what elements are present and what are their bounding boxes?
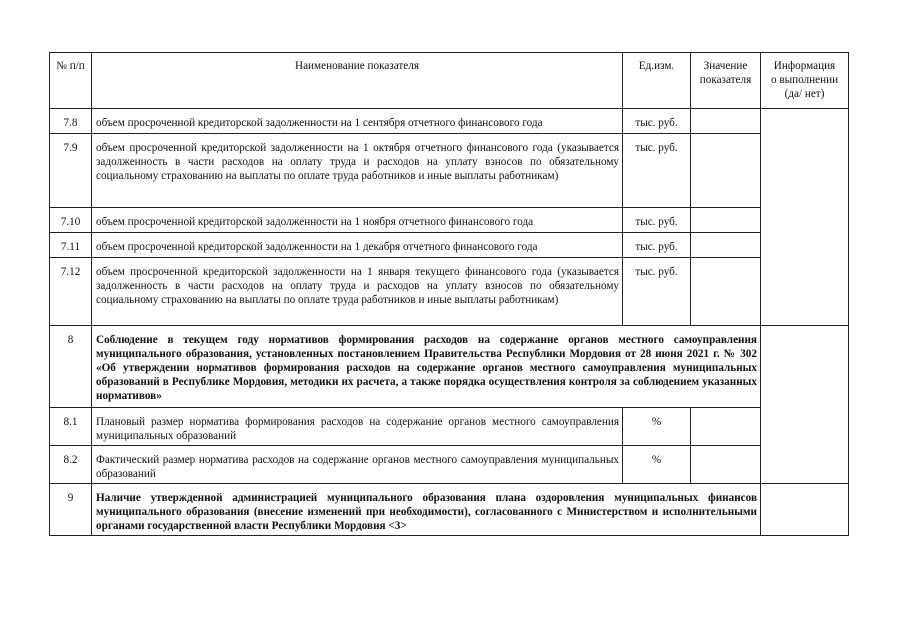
row-num: 7.11	[50, 233, 92, 258]
row-value-cell	[691, 134, 761, 208]
table-row	[50, 408, 849, 446]
header-unit: Ед.изм.	[623, 53, 691, 109]
table-row-section	[50, 326, 849, 408]
table-row	[50, 233, 849, 258]
header-name: Наименование показателя	[92, 53, 623, 109]
table-header-row	[50, 53, 849, 109]
row-num: 9	[50, 484, 92, 536]
row-name: Фактический размер норматива расходов на содержание органов местного самоуправления муниципальных образований	[92, 446, 623, 484]
row-name: объем просроченной кредиторской задолженности на 1 декабря отчетного финансового года	[92, 233, 623, 258]
row-unit: тыс. руб.	[623, 233, 691, 258]
row-unit: %	[623, 446, 691, 484]
row-unit: тыс. руб.	[623, 134, 691, 208]
table-row-section	[50, 484, 849, 536]
row-value-cell	[691, 233, 761, 258]
row-num: 8.1	[50, 408, 92, 446]
row-num: 7.10	[50, 208, 92, 233]
row-num: 7.12	[50, 258, 92, 326]
header-info	[761, 53, 849, 109]
indicators-table	[49, 52, 849, 536]
row-num: 7.9	[50, 134, 92, 208]
info-cell-9	[761, 484, 849, 536]
row-value-cell	[691, 408, 761, 446]
header-info-line1: Информация	[773, 60, 836, 72]
table-row	[50, 109, 849, 134]
row-name: объем просроченной кредиторской задолженности на 1 сентября отчетного финансового года	[92, 109, 623, 134]
row-value-cell	[691, 446, 761, 484]
row-name: объем просроченной кредиторской задолженности на 1 ноября отчетного финансового года	[92, 208, 623, 233]
header-value-line2: показателя	[699, 74, 752, 86]
header-value	[691, 53, 761, 109]
table-row	[50, 134, 849, 208]
row-num: 8.2	[50, 446, 92, 484]
row-num: 8	[50, 326, 92, 408]
row-name: Плановый размер норматива формирования расходов на содержание органов местного самоуправления муниципальных образований	[92, 408, 623, 446]
row-unit: %	[623, 408, 691, 446]
header-info-line3: (да/ нет)	[784, 88, 825, 100]
header-value-line1: Значение	[703, 60, 748, 72]
table-row	[50, 208, 849, 233]
row-name: объем просроченной кредиторской задолженности на 1 января текущего финансового года (указывается задолженность в части расходов на оплату труда и расходов на уплату взносов по обязательному социальному страхованию на выплаты по оплате труда работников и иные выплаты работникам)	[92, 258, 623, 326]
info-cell-group-8	[761, 326, 849, 484]
row-value-cell	[691, 208, 761, 233]
row-unit: тыс. руб.	[623, 208, 691, 233]
table-row	[50, 446, 849, 484]
table-row	[50, 258, 849, 326]
row-name: Соблюдение в текущем году нормативов формирования расходов на содержание органов местного самоуправления муниципального образования, установленных постановлением Правительства Республики Мордовия от 28 июня 2021 г. № 302 «Об утверждении нормативов формирования расходов на содержание органов местного самоуправления муниципальных образований в Республике Мордовия, методики их расчета, а также порядка осуществления контроля за соблюдением указанных нормативов»	[92, 326, 761, 408]
header-num: № п/п	[50, 53, 92, 109]
header-info-line2: о выполнении	[770, 74, 839, 86]
row-value-cell	[691, 109, 761, 134]
row-name: Наличие утвержденной администрацией муниципального образования плана оздоровления муниципальных финансов муниципального образования (внесение изменений при необходимости), согласованного с Министерством и исполнительными органами государственной власти Республики Мордовия <3>	[92, 484, 761, 536]
row-value-cell	[691, 258, 761, 326]
row-num: 7.8	[50, 109, 92, 134]
row-unit: тыс. руб.	[623, 258, 691, 326]
row-unit: тыс. руб.	[623, 109, 691, 134]
row-name: объем просроченной кредиторской задолженности на 1 октября отчетного финансового года (указывается задолженность в части расходов на оплату труда и расходов на уплату взносов по обязательному социальному страхованию на выплаты по оплате труда работников и иные выплаты работникам)	[92, 134, 623, 208]
info-cell-group-7	[761, 109, 849, 326]
